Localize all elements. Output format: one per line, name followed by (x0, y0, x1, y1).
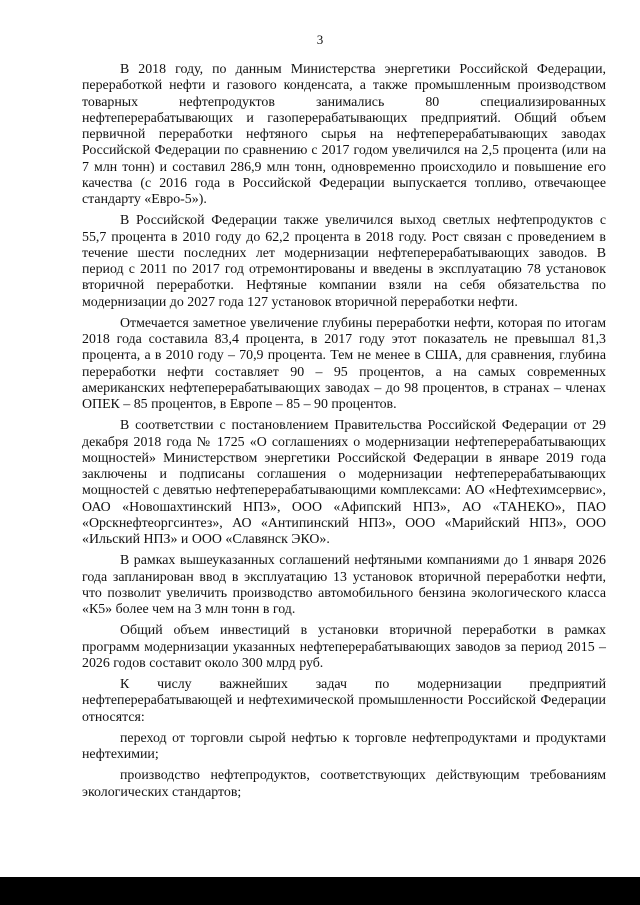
paragraph-secondary-units: В рамках вышеуказанных соглашений нефтяными компаниями до 1 января 2026 года запланирован ввод в эксплуатацию 13 установок вторичной переработки нефти, что позволит увеличить производство автомобильного бензина экологического класса «К5» более чем на 3 млн тонн в год. (82, 553, 606, 617)
paragraph-modernization-agreements: В соответствии с постановлением Правительства Российской Федерации от 29 декабря 2018 года № 1725 «О соглашениях о модернизации нефтеперерабатывающих мощностей» Министерством энергетики Российской Федерации в январе 2019 года заключены и подписаны соглашения о модернизации нефтеперерабатывающих мощностей с девятью нефтеперерабатывающими комплексами: АО «Нефтехимсервис», ОАО «Новошахтинский НПЗ», ООО «Афипский НПЗ», АО «ТАНЕКО», ПАО «Орскнефтеоргсинтез», АО «Антипинский НПЗ», ООО «Марийский НПЗ», ООО «Ильский НПЗ» и ООО «Славянск ЭКО». (82, 418, 606, 547)
list-item-task-1: переход от торговли сырой нефтью к торговле нефтепродуктами и продуктами нефтехимии; (82, 730, 606, 762)
page-number: 3 (316, 32, 324, 47)
document-body (82, 62, 606, 806)
paragraph-light-products: В Российской Федерации также увеличился выход светлых нефтепродуктов с 55,7 процента в 2010 году до 62,2 процента в 2018 году. Рост связан с проведением в течение шести последних лет модернизации нефтеперерабатывающих заводов. В период с 2011 по 2017 год отремонтированы и введены в эксплуатацию 78 установок вторичной переработки. Нефтяные компании взяли на себя обязательства по модернизации до 2027 года 127 установок вторичной переработки нефти. (82, 213, 606, 310)
paragraph-investments: Общий объем инвестиций в установки вторичной переработки в рамках программ модернизации указанных нефтеперерабатывающих заводов за период 2015 – 2026 годов составит около 300 млрд руб. (82, 623, 606, 671)
list-item-task-2: производство нефтепродуктов, соответствующих действующим требованиям экологических стандартов; (82, 768, 606, 800)
paragraph-refining-depth: Отмечается заметное увеличение глубины переработки нефти, которая по итогам 2018 года составила 83,4 процента, в 2017 году этот показатель не превышал 81,3 процента, а в 2010 году – 70,9 процента. Тем не менее в США, для сравнения, глубина переработки нефти составляет 90 – 95 процентов, а на самых современных американских нефтеперерабатывающих заводах – до 98 процентов, в странах – членах ОПЕК – 85 процентов, в Европе – 85 – 90 процентов. (82, 315, 606, 412)
scan-bottom-edge (0, 877, 640, 905)
paragraph-tasks-intro: К числу важнейших задач по модернизации предприятий нефтеперерабатывающей и нефтехимической промышленности Российской Федерации относятся: (82, 677, 606, 725)
paragraph-refining-2018: В 2018 году, по данным Министерства энергетики Российской Федерации, переработкой нефти и газового конденсата, а также промышленным производством товарных нефтепродуктов занимались 80 специализированных нефтеперерабатывающих и газоперерабатывающих предприятий. Общий объем первичной переработки нефтяного сырья на нефтеперерабатывающих заводах Российской Федерации по сравнению с 2017 годом увеличился на 2,5 процента (или на 7 млн тонн) и составил 286,9 млн тонн, одновременно происходило и повышение его качества (с 2016 года в Российской Федерации выпускается топливо, отвечающее стандарту «Евро-5»). (82, 62, 606, 207)
